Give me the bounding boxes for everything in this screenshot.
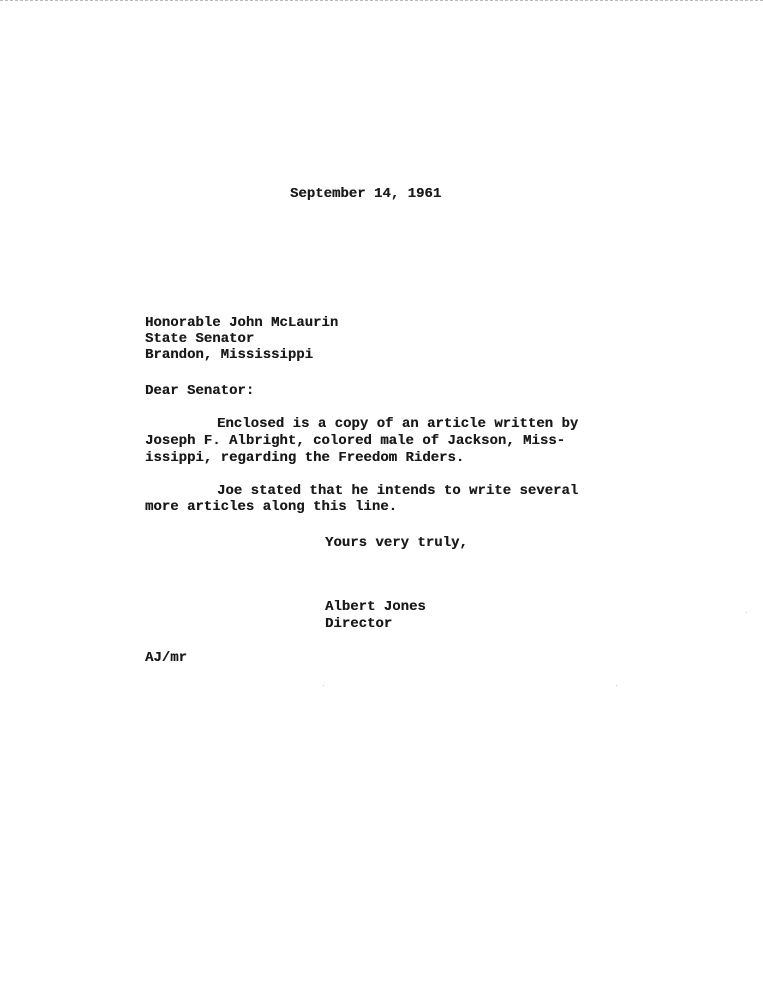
paper-speck [616, 685, 617, 686]
recipient-title: State Senator [145, 331, 255, 347]
paragraph-1-line-2: Joseph F. Albright, colored male of Jackson, Miss- [145, 433, 566, 449]
closing: Yours very truly, [325, 535, 468, 551]
paragraph-1-line-3: issippi, regarding the Freedom Riders. [145, 450, 465, 466]
recipient-location: Brandon, Mississippi [145, 347, 314, 363]
signatory-name: Albert Jones [325, 599, 426, 615]
paragraph-2-line-1: Joe stated that he intends to write several [217, 483, 579, 499]
paper-speck [746, 612, 747, 613]
paragraph-1-line-1: Enclosed is a copy of an article written by [217, 416, 579, 432]
paper-speck [323, 685, 324, 686]
recipient-name: Honorable John McLaurin [145, 315, 339, 331]
paragraph-2-line-2: more articles along this line. [145, 499, 398, 515]
salutation: Dear Senator: [145, 383, 255, 399]
letter-date: September 14, 1961 [290, 186, 442, 202]
reference-initials: AJ/mr [145, 650, 188, 666]
signatory-title: Director [325, 616, 393, 632]
